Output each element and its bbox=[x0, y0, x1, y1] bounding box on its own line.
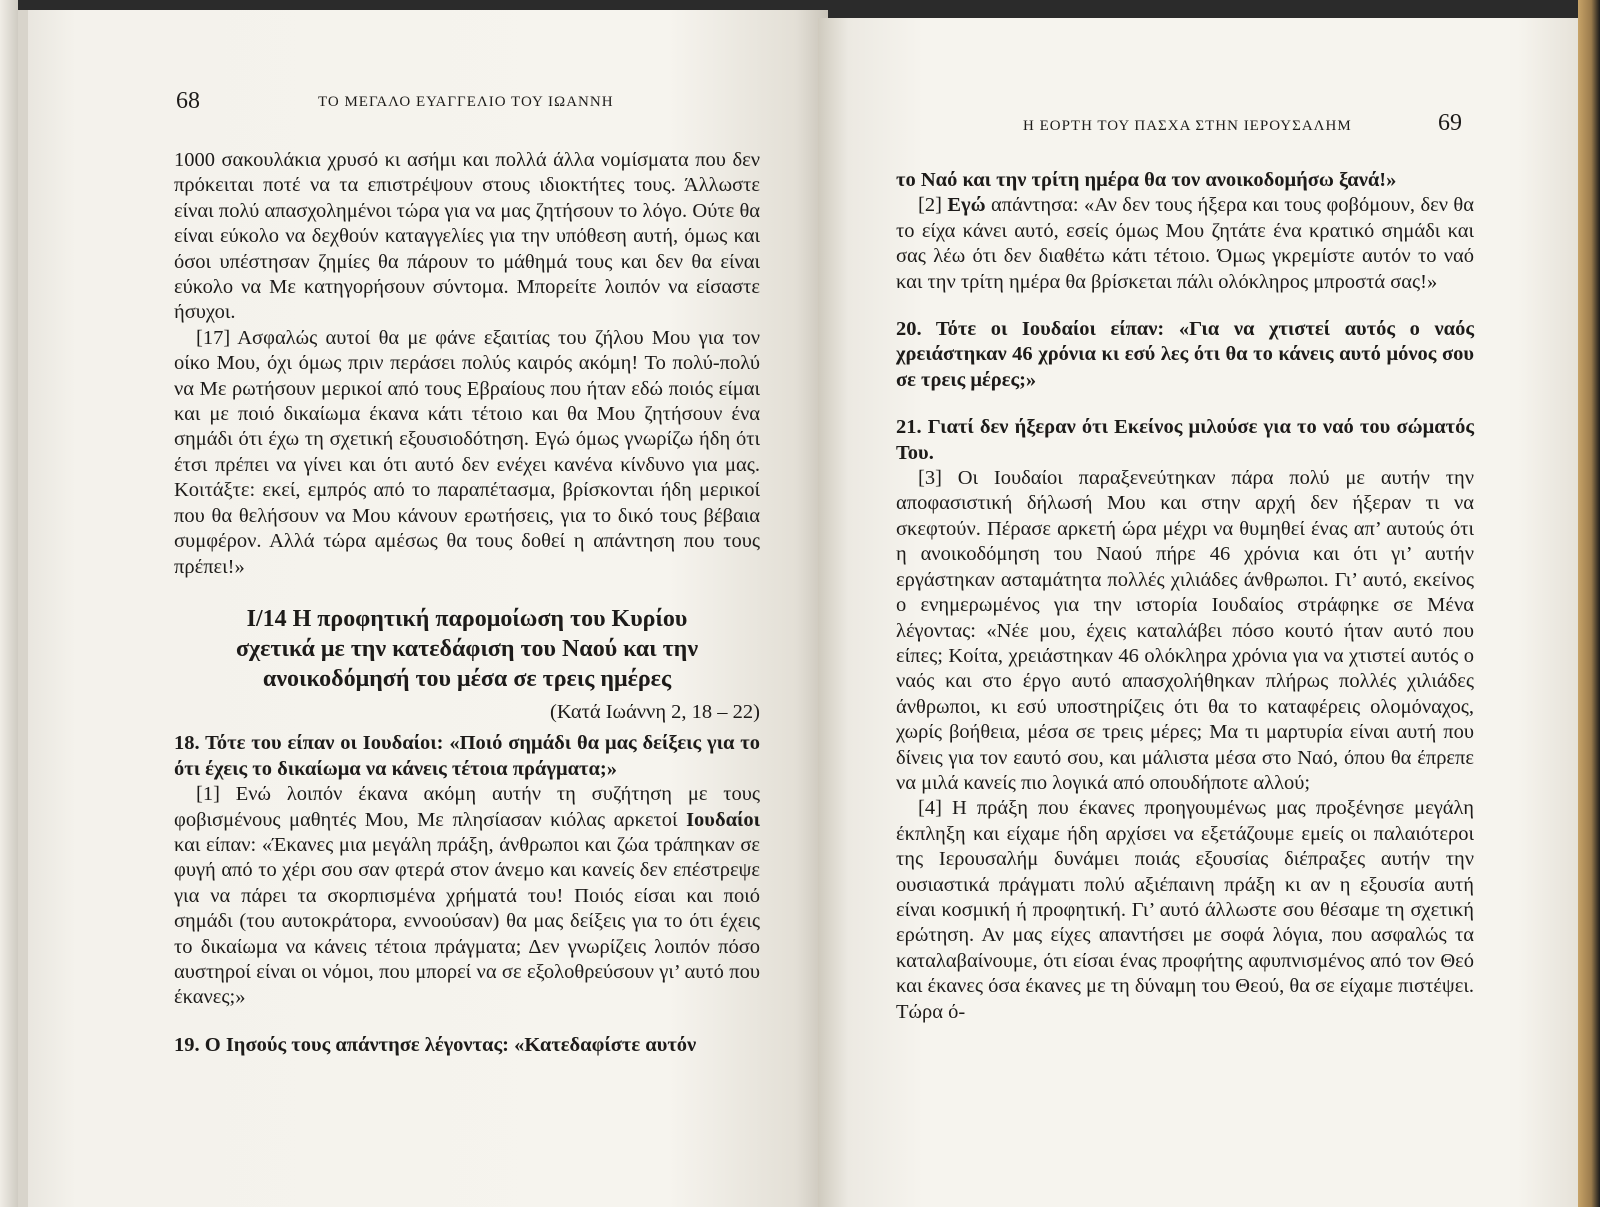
chapter-heading bbox=[174, 604, 760, 694]
scripture-reference: (Κατά Ιωάννη 2, 18 – 22) bbox=[550, 700, 760, 723]
paragraph bbox=[174, 782, 760, 1011]
text-run: και είπαν: «Έκανες μια μεγάλη πράξη, άνθρωποι και ζώα τράπηκαν σε φυγή από το χέρι σου σαν φτερά στον άνεμο και κανείς δεν επέστρεψε για να πάρει τα σκορπισμένα χρήματά του! Ποιός είσαι και ποιό σημάδι (του αυτοκράτορα, εννοούσαν) θα μας δείξεις για το ότι έχεις το δικαίωμα να κάνεις τέτοια πράγματα; Δεν γνωρίζεις λοιπόν πόσο αυστηροί είναι οι νόμοι, που μπορεί να σε εξολοθρεύσουν γι’ αυτό που έκανες;» bbox=[174, 833, 760, 1009]
paragraph: [17] Ασφαλώς αυτοί θα με φάνε εξαιτίας του ζήλου Μου για τον οίκο Μου, όχι όμως πριν περάσει πολύς καιρός ακόμη! Το πολύ-πολύ να Με ρωτήσουν μερικοί από τους Εβραίους που ήταν εδώ ποιός είμαι και με ποιό δικαίωμα έκανα κάτι τέτοιο και θα Μου ζητήσουν ένα σημάδι ότι έχω τη σχετική εξουσιοδότηση. Εγώ όμως γνωρίζω ήδη ότι έτσι πρέπει να γίνει και ότι αυτό δεν ενέχει κανένα κίνδυνο για μας. Κοιτάξτε: εκεί, εμπρός από το παραπέτασμα, βρίσκονται ήδη μερικοί που θα θελήσουν να Μου κάνουν ερωτήσεις, για το δικό τους βέβαια συμφέρον. Αλλά τώρα αμέσως θα τους δοθεί η απάντηση που τους πρέπει!» bbox=[174, 326, 760, 578]
text-run-bold: Εγώ bbox=[947, 194, 986, 217]
verse-20: 20. Τότε οι Ιουδαίοι είπαν: «Για να χτιστεί αυτός ο ναός χρειάστηκαν 46 χρόνια κι εσύ λες ότι θα το κάνεις αυτό μόνος σου σε τρεις μέρες;» bbox=[896, 318, 1474, 391]
page-number: 69 bbox=[1438, 110, 1462, 136]
book-cover-edge bbox=[1578, 0, 1600, 1207]
text-run: απάντησα: «Αν δεν τους ήξερα και τους φοβόμουν, δεν θα το είχα κάνει αυτό, εσείς όμως Μου ζητάτε ένα κρατικό σημάδι και σας λέω ότι δεν διαθέτω κάτι τέτοιο. Όμως γκρεμίστε αυτόν το ναό και την τρίτη ημέρα θα βρίσκεται πάλι ολόκληρος μπροστά σας!» bbox=[896, 194, 1474, 293]
text-run: [1] Ενώ λοιπόν έκανα ακόμη αυτήν τη συζήτηση με τους φοβισμένους μαθητές Μου, Με πλησίασαν κιόλας αρκετοί bbox=[174, 783, 760, 831]
paragraph: [3] Οι Ιουδαίοι παραξενεύτηκαν πάρα πολύ με αυτήν την αποφασιστική δήλωσή Μου και στην αρχή δεν ήξεραν τι να σκεφτούν. Πέρασε αρκετή ώρα μέχρι να θυμηθεί ένας απ’ αυτούς ότι η ανοικοδόμηση του Ναού πήρε 46 χρόνια και ότι γι’ αυτήν εργάστηκαν ασταμάτητα πολλές χιλιάδες άνθρωποι. Γι’ αυτό, εκείνος ο ενημερωμένος για την ιστορία Ιουδαίος στράφηκε σε Μένα λέγοντας: «Νέε μου, έχεις καταλάβει πόσο κουτό ήταν αυτό που είπες; Κοίτα, χρειάστηκαν 46 ολόκληρα χρόνια για να χτιστεί αυτός ο ναός και στο έργο αυτό απασχολήθηκαν πλήρως πολλές χιλιάδες άνθρωποι, κι εσύ υποστηρίζεις ότι θα το καταφέρεις ολομόναχος, χωρίς βοήθεια, μέσα σε τρεις μέρες; Μα τι μαρτυρία είναι αυτή που δίνεις για τον εαυτό σου, και μάλιστα μέσα στο Ναό, όπου θα έπρεπε να μιλά κανείς πιο λογικά από οπουδήποτε αλλού; bbox=[896, 467, 1474, 794]
verse-19-continued: το Ναό και την τρίτη ημέρα θα τον ανοικοδομήσω ξανά!» bbox=[896, 169, 1397, 191]
right-page bbox=[818, 18, 1578, 1207]
paragraph bbox=[896, 193, 1474, 295]
verse-19: 19. Ο Ιησούς τους απάντησε λέγοντας: «Κατεδαφίστε αυτόν bbox=[174, 1033, 697, 1056]
left-text-column bbox=[174, 148, 760, 1058]
left-page bbox=[18, 10, 828, 1207]
right-text-column bbox=[896, 168, 1474, 1025]
chapter-heading-line: ανοικοδόμησή του μέσα σε τρεις ημέρες bbox=[262, 665, 672, 692]
text-run-bold: Ιουδαίοι bbox=[686, 808, 760, 831]
verse-18: 18. Τότε του είπαν οι Ιουδαίοι: «Ποιό σημάδι θα μας δείξεις για το ότι έχεις το δικαίωμα να κάνεις τέτοια πράγματα;» bbox=[174, 732, 760, 780]
paragraph: [4] Η πράξη που έκανες προηγουμένως μας προξένησε μεγάλη έκπληξη και είχαμε ήδη αρχίσει να εξετάζουμε εμείς οι παλαιότεροι της Ιερουσαλήμ δυνάμει ποιάς εξουσίας διέπραξες αυτήν την ουσιαστικά πράγματι πολύ αξιέπαινη πράξη κι αν η εξουσία αυτή είναι κοσμική ή προφητική. Γι’ αυτό άλλωστε σου θέσαμε τη σχετική ερώτηση. Αν μας είχες απαντήσει με σοφά λόγια, που ασφαλώς τα καταλαβαίνουμε, ότι είσαι ένας προφήτης αφυπνισμένος από τον Θεό και έκανες όσα έκανες με τη δύναμη του Θεού, θα σε είχαμε πιστέψει. Τώρα ό- bbox=[896, 797, 1474, 1023]
verse-21: 21. Γιατί δεν ήξεραν ότι Εκείνος μιλούσε για το ναό του σώματός Του. bbox=[896, 416, 1474, 464]
paragraph: 1000 σακουλάκια χρυσό κι ασήμι και πολλά άλλα νομίσματα που δεν πρόκειται ποτέ να τα επιστρέψουν στους ιδιοκτήτες τους. Άλλωστε είναι πολύ απασχολημένοι τώρα για να μας ζητήσουν το λόγο. Ούτε θα είναι εύκολο να δεχθούν καταγγελίες για την υπόθεση αυτή, όμως και όσοι υπέστησαν ζημίες θα πάρουν το μάθημά τους και δεν θα είναι εύκολο να Με κατηγορήσουν σύντομα. Μπορείτε λοιπόν να είσαστε ήσυχοι. bbox=[174, 149, 760, 324]
running-header: ΤΟ ΜΕΓΑΛΟ ΕΥΑΓΓΕΛΙΟ ΤΟΥ ΙΩΑΝΝΗ bbox=[318, 94, 614, 110]
chapter-heading-line: Ι/14 Η προφητική παρομοίωση του Κυρίου bbox=[246, 605, 688, 632]
page-number: 68 bbox=[176, 88, 200, 114]
text-run: [2] bbox=[918, 194, 948, 217]
running-header: Η ΕΟΡΤΗ ΤΟΥ ΠΑΣΧΑ ΣΤΗΝ ΙΕΡΟΥΣΑΛΗΜ bbox=[1023, 118, 1352, 134]
chapter-heading-line: σχετικά με την κατεδάφιση του Ναού και την bbox=[235, 635, 699, 662]
page-stack-edge bbox=[0, 0, 18, 1207]
